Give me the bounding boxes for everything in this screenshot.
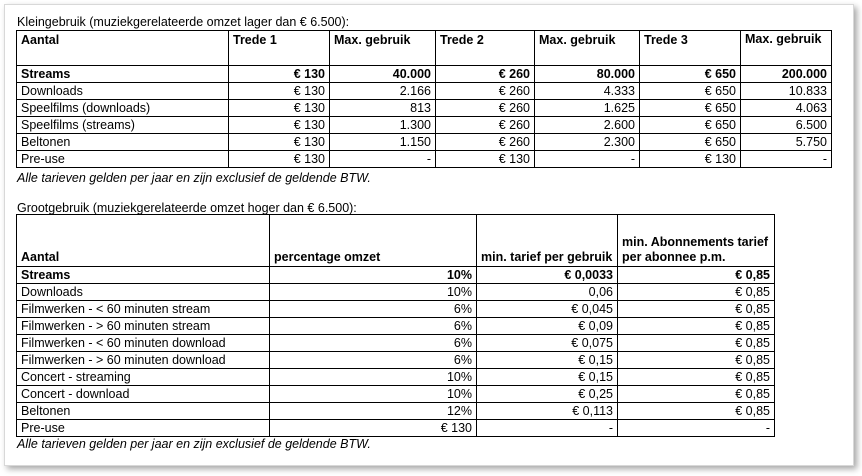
table-cell: - bbox=[741, 151, 832, 168]
table-cell: € 0,15 bbox=[477, 369, 618, 386]
table-row bbox=[17, 386, 775, 403]
row-label-cell: Pre-use bbox=[17, 420, 270, 437]
col-header-max-gebruik-3: Max. gebruik bbox=[741, 31, 832, 66]
col-header-trede-3: Trede 3 bbox=[640, 31, 741, 66]
col-header-percentage-omzet: percentage omzet bbox=[270, 215, 477, 267]
table-cell: € 0,045 bbox=[477, 301, 618, 318]
table-cell: - bbox=[535, 151, 640, 168]
table-cell: € 130 bbox=[436, 151, 535, 168]
table-row bbox=[17, 403, 775, 420]
table-cell: € 0,25 bbox=[477, 386, 618, 403]
table-cell: 10% bbox=[270, 369, 477, 386]
row-label-cell: Concert - download bbox=[17, 386, 270, 403]
table-cell: - bbox=[618, 420, 775, 437]
col-header-min-abonnement: min. Abonnements tarief per abonnee p.m. bbox=[618, 215, 775, 267]
table-cell: 1.150 bbox=[330, 134, 436, 151]
row-label-cell: Filmwerken - > 60 minuten stream bbox=[17, 318, 270, 335]
table-cell: € 0,0033 bbox=[477, 267, 618, 284]
table-cell: € 260 bbox=[436, 117, 535, 134]
table-cell: 0,06 bbox=[477, 284, 618, 301]
row-label-cell: Speelfilms (streams) bbox=[17, 117, 229, 134]
table-cell: 200.000 bbox=[741, 66, 832, 83]
col-header-trede-1: Trede 1 bbox=[229, 31, 330, 66]
table-cell: € 650 bbox=[640, 117, 741, 134]
table-cell: 2.166 bbox=[330, 83, 436, 100]
table-cell: € 130 bbox=[229, 134, 330, 151]
table-cell: 6% bbox=[270, 301, 477, 318]
row-label-cell: Downloads bbox=[17, 284, 270, 301]
table-row bbox=[17, 301, 775, 318]
table-row bbox=[17, 117, 832, 134]
table-cell: € 0,85 bbox=[618, 352, 775, 369]
col-header-max-gebruik-2: Max. gebruik bbox=[535, 31, 640, 66]
table-header-row bbox=[17, 31, 832, 66]
col-header-min-tarief: min. tarief per gebruik bbox=[477, 215, 618, 267]
row-label-cell: Beltonen bbox=[17, 403, 270, 420]
table-row bbox=[17, 66, 832, 83]
table-cell: € 260 bbox=[436, 83, 535, 100]
table-row bbox=[17, 369, 775, 386]
table-row bbox=[17, 284, 775, 301]
table-cell: € 130 bbox=[229, 66, 330, 83]
table-cell: 10% bbox=[270, 267, 477, 284]
table-cell: 80.000 bbox=[535, 66, 640, 83]
table-row bbox=[17, 352, 775, 369]
table-cell: 813 bbox=[330, 100, 436, 117]
table-cell: 10% bbox=[270, 284, 477, 301]
table-cell: - bbox=[477, 420, 618, 437]
row-label-cell: Streams bbox=[17, 267, 270, 284]
table-cell: € 0,85 bbox=[618, 284, 775, 301]
row-label-cell: Filmwerken - < 60 minuten stream bbox=[17, 301, 270, 318]
table-cell: € 0,85 bbox=[618, 403, 775, 420]
table-cell: 6% bbox=[270, 318, 477, 335]
table-cell: € 260 bbox=[436, 134, 535, 151]
table-row bbox=[17, 134, 832, 151]
table-cell: € 0,113 bbox=[477, 403, 618, 420]
table-cell: € 130 bbox=[229, 100, 330, 117]
table-row bbox=[17, 420, 775, 437]
row-label-cell: Beltonen bbox=[17, 134, 229, 151]
col-header-max-gebruik-1: Max. gebruik bbox=[330, 31, 436, 66]
table-cell: 2.600 bbox=[535, 117, 640, 134]
grootgebruik-table bbox=[16, 214, 775, 437]
table-cell: 10.833 bbox=[741, 83, 832, 100]
table-cell: € 130 bbox=[229, 151, 330, 168]
col-header-aantal: Aantal bbox=[17, 215, 270, 267]
table-cell: 12% bbox=[270, 403, 477, 420]
table-row bbox=[17, 318, 775, 335]
table-cell: € 0,85 bbox=[618, 267, 775, 284]
table-row bbox=[17, 267, 775, 284]
table-cell: € 650 bbox=[640, 83, 741, 100]
table-cell: € 260 bbox=[436, 66, 535, 83]
table-cell: € 650 bbox=[640, 100, 741, 117]
table-cell: € 0,85 bbox=[618, 386, 775, 403]
table-cell: 5.750 bbox=[741, 134, 832, 151]
table-cell: € 0,85 bbox=[618, 301, 775, 318]
row-label-cell: Pre-use bbox=[17, 151, 229, 168]
table-row bbox=[17, 335, 775, 352]
row-label-cell: Downloads bbox=[17, 83, 229, 100]
table-cell: € 130 bbox=[270, 420, 477, 437]
table-cell: € 650 bbox=[640, 134, 741, 151]
table-cell: € 0,09 bbox=[477, 318, 618, 335]
table-cell: € 130 bbox=[229, 83, 330, 100]
row-label-cell: Streams bbox=[17, 66, 229, 83]
table-cell: - bbox=[330, 151, 436, 168]
table-cell: € 0,85 bbox=[618, 369, 775, 386]
row-label-cell: Speelfilms (downloads) bbox=[17, 100, 229, 117]
grootgebruik-caption: Grootgebruik (muziekgerelateerde omzet hoger dan € 6.500): bbox=[17, 201, 357, 215]
row-label-cell: Concert - streaming bbox=[17, 369, 270, 386]
table-cell: € 0,15 bbox=[477, 352, 618, 369]
table-cell: 2.300 bbox=[535, 134, 640, 151]
kleingebruik-caption: Kleingebruik (muziekgerelateerde omzet lager dan € 6.500): bbox=[17, 15, 350, 29]
table-row bbox=[17, 100, 832, 117]
grootgebruik-note: Alle tarieven gelden per jaar en zijn exclusief de geldende BTW. bbox=[17, 437, 371, 451]
row-label-cell: Filmwerken - > 60 minuten download bbox=[17, 352, 270, 369]
table-cell: 1.625 bbox=[535, 100, 640, 117]
row-label-cell: Filmwerken - < 60 minuten download bbox=[17, 335, 270, 352]
table-row bbox=[17, 83, 832, 100]
table-cell: € 0,85 bbox=[618, 318, 775, 335]
table-cell: 6% bbox=[270, 335, 477, 352]
table-cell: 10% bbox=[270, 386, 477, 403]
table-cell: 4.333 bbox=[535, 83, 640, 100]
table-row bbox=[17, 151, 832, 168]
table-cell: € 130 bbox=[640, 151, 741, 168]
table-cell: € 260 bbox=[436, 100, 535, 117]
table-cell: 1.300 bbox=[330, 117, 436, 134]
table-cell: € 0,075 bbox=[477, 335, 618, 352]
col-header-trede-2: Trede 2 bbox=[436, 31, 535, 66]
kleingebruik-table bbox=[16, 30, 832, 168]
table-cell: 6.500 bbox=[741, 117, 832, 134]
table-cell: 6% bbox=[270, 352, 477, 369]
kleingebruik-note: Alle tarieven gelden per jaar en zijn exclusief de geldende BTW. bbox=[17, 171, 371, 185]
table-cell: € 0,85 bbox=[618, 335, 775, 352]
table-header-row bbox=[17, 215, 775, 267]
table-cell: 4.063 bbox=[741, 100, 832, 117]
table-cell: € 130 bbox=[229, 117, 330, 134]
table-cell: € 650 bbox=[640, 66, 741, 83]
col-header-aantal: Aantal bbox=[17, 31, 229, 66]
table-cell: 40.000 bbox=[330, 66, 436, 83]
